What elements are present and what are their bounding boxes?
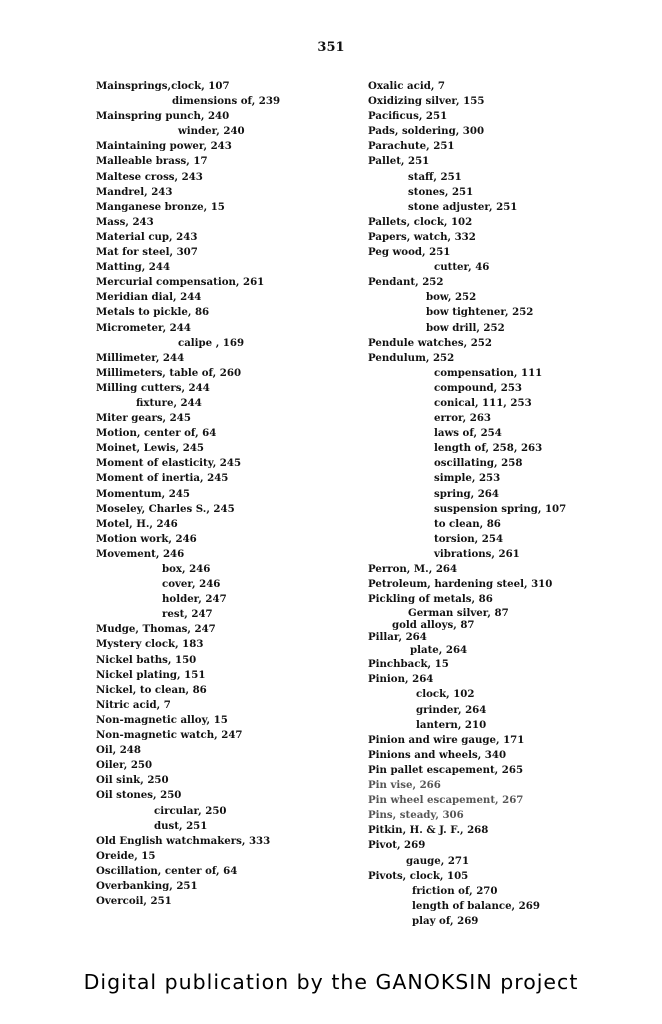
index-entry: Non-magnetic watch, 247 [96, 729, 243, 742]
index-subentry: laws of, 254 [434, 427, 502, 440]
index-entry: Millimeters, table of, 260 [96, 366, 242, 379]
index-subentry: error, 263 [434, 412, 491, 425]
index-entry: Non-magnetic alloy, 15 [96, 713, 228, 726]
index-entry: Peg wood, 251 [368, 246, 451, 259]
index-entry: Pin pallet escapement, 265 [368, 763, 524, 776]
index-entry: Pickling of metals, 86 [368, 593, 493, 606]
index-subentry: stones, 251 [408, 185, 474, 198]
index-entry: Oreide, 15 [96, 849, 156, 862]
index-entry: Malleable brass, 17 [96, 155, 208, 168]
index-subentry: conical, 111, 253 [434, 396, 532, 409]
index-entry: Moment of inertia, 245 [96, 472, 229, 485]
index-subentry: compound, 253 [434, 381, 522, 394]
index-entry: Pins, steady, 306 [368, 809, 464, 822]
index-entry: Mystery clock, 183 [96, 638, 204, 651]
index-entry: Overcoil, 251 [96, 895, 172, 908]
index-entry: Micrometer, 244 [96, 321, 191, 334]
index-subentry: suspension spring, 107 [434, 502, 567, 515]
index-entry: Nickel baths, 150 [96, 653, 197, 666]
index-entry: Pinion, 264 [368, 673, 434, 686]
index-entry: Metals to pickle, 86 [96, 306, 210, 319]
index-column-left [96, 79, 356, 909]
index-entry: Pinion and wire gauge, 171 [368, 733, 525, 746]
index-subentry: cover, 246 [162, 578, 221, 591]
index-entry: Nickel, to clean, 86 [96, 683, 207, 696]
index-subentry: dust, 251 [154, 819, 208, 832]
index-entry: Mass, 243 [96, 215, 154, 228]
index-subentry: simple, 253 [434, 472, 501, 485]
index-entry: Oscillation, center of, 64 [96, 864, 238, 877]
index-entry: Oil sink, 250 [96, 774, 169, 787]
index-entry: Pallets, clock, 102 [368, 215, 473, 228]
index-entry: Pinions and wheels, 340 [368, 748, 507, 761]
index-subentry: play of, 269 [412, 914, 479, 927]
index-entry: Nitric acid, 7 [96, 698, 171, 711]
index-entry: Pillar, 264 [368, 631, 427, 644]
index-subentry: holder, 247 [162, 593, 227, 606]
index-subentry: circular, 250 [154, 804, 227, 817]
index-entry: Pacificus, 251 [368, 110, 448, 123]
index-subentry: oscillating, 258 [434, 457, 523, 470]
index-entry: Oxidizing silver, 155 [368, 95, 485, 108]
index-subentry: bow, 252 [426, 291, 477, 304]
index-subentry: cutter, 46 [434, 261, 490, 274]
index-subentry: friction of, 270 [412, 884, 498, 897]
publication-footer: Digital publication by the GANOKSIN project [83, 970, 579, 994]
index-entry: Matting, 244 [96, 261, 171, 274]
index-subentry: spring, 264 [434, 487, 499, 500]
index-entry: Pin wheel escapement, 267 [368, 794, 524, 807]
index-subentry: length of balance, 269 [412, 899, 540, 912]
index-entry: Pallet, 251 [368, 155, 430, 168]
index-entry: Maintaining power, 243 [96, 140, 232, 153]
index-entry: Pendant, 252 [368, 276, 444, 289]
index-subentry: staff, 251 [408, 170, 462, 183]
index-entry: Oil stones, 250 [96, 789, 182, 802]
index-column-right [368, 79, 638, 929]
index-subentry: lantern, 210 [416, 718, 487, 731]
index-subentry: fixture, 244 [136, 396, 202, 409]
index-entry: Mainsprings,clock, 107 [96, 80, 230, 92]
index-entry: Mainspring punch, 240 [96, 110, 230, 123]
index-entry: Petroleum, hardening steel, 310 [368, 578, 553, 591]
page-number: 351 [317, 40, 345, 55]
index-entry: Papers, watch, 332 [368, 230, 476, 243]
index-entry: Meridian dial, 244 [96, 291, 202, 304]
index-subentry: length of, 258, 263 [434, 442, 543, 455]
index-entry: Oxalic acid, 7 [368, 80, 446, 92]
index-entry: Oil, 248 [96, 744, 141, 757]
index-subentry: bow drill, 252 [426, 321, 505, 334]
index-entry: Perron, M., 264 [368, 563, 458, 575]
index-entry: Mat for steel, 307 [96, 246, 198, 259]
index-entry: Milling cutters, 244 [96, 381, 210, 394]
index-entry: Material cup, 243 [96, 230, 198, 243]
index-entry: Pendule watches, 252 [368, 336, 492, 349]
index-entry: Pivots, clock, 105 [368, 869, 469, 882]
index-subentry: calipe , 169 [178, 336, 245, 349]
index-subentry: gold alloys, 87 [392, 619, 475, 632]
index-entry: Movement, 246 [96, 547, 185, 560]
index-entry: Mudge, Thomas, 247 [96, 623, 216, 636]
index-subentry: stone adjuster, 251 [408, 200, 518, 213]
index-entry: Miter gears, 245 [96, 412, 191, 425]
index-entry: Pitkin, H. & J. F., 268 [368, 824, 489, 837]
index-entry: Maltese cross, 243 [96, 170, 203, 183]
index-subentry: to clean, 86 [434, 517, 501, 530]
index-subentry: compensation, 111 [434, 366, 543, 379]
index-subentry: dimensions of, 239 [172, 95, 281, 108]
index-entry: Parachute, 251 [368, 140, 455, 153]
index-subentry: box, 246 [162, 563, 211, 575]
index-subentry: winder, 240 [178, 125, 245, 138]
index-subentry: vibrations, 261 [434, 547, 520, 560]
index-subentry: gauge, 271 [406, 854, 470, 867]
index-entry: Pendulum, 252 [368, 351, 455, 364]
index-entry: Moment of elasticity, 245 [96, 457, 242, 470]
index-entry: Mercurial compensation, 261 [96, 276, 265, 289]
index-entry: Momentum, 245 [96, 487, 190, 500]
index-entry: Motion work, 246 [96, 532, 197, 545]
index-entry: Overbanking, 251 [96, 879, 198, 892]
index-entry: Moseley, Charles S., 245 [96, 502, 235, 515]
index-subentry: plate, 264 [410, 644, 468, 657]
index-entry: Pinchback, 15 [368, 658, 449, 671]
index-entry: Pin vise, 266 [368, 779, 441, 792]
index-subentry: German silver, 87 [408, 607, 509, 620]
index-entry: Pivot, 269 [368, 839, 426, 852]
index-subentry: bow tightener, 252 [426, 306, 534, 319]
index-entry: Pads, soldering, 300 [368, 125, 485, 138]
index-entry: Nickel plating, 151 [96, 668, 206, 681]
index-subentry: torsion, 254 [434, 532, 504, 545]
index-entry: Millimeter, 244 [96, 351, 185, 364]
index-subentry: grinder, 264 [416, 703, 487, 716]
index-entry: Old English watchmakers, 333 [96, 834, 271, 847]
index-entry: Moinet, Lewis, 245 [96, 442, 205, 455]
index-subentry: rest, 247 [162, 608, 213, 621]
index-entry: Manganese bronze, 15 [96, 200, 225, 213]
index-entry: Oiler, 250 [96, 759, 153, 772]
index-subentry: clock, 102 [416, 688, 475, 701]
index-entry: Motion, center of, 64 [96, 427, 217, 440]
index-entry: Motel, H., 246 [96, 517, 178, 530]
index-entry: Mandrel, 243 [96, 185, 173, 198]
